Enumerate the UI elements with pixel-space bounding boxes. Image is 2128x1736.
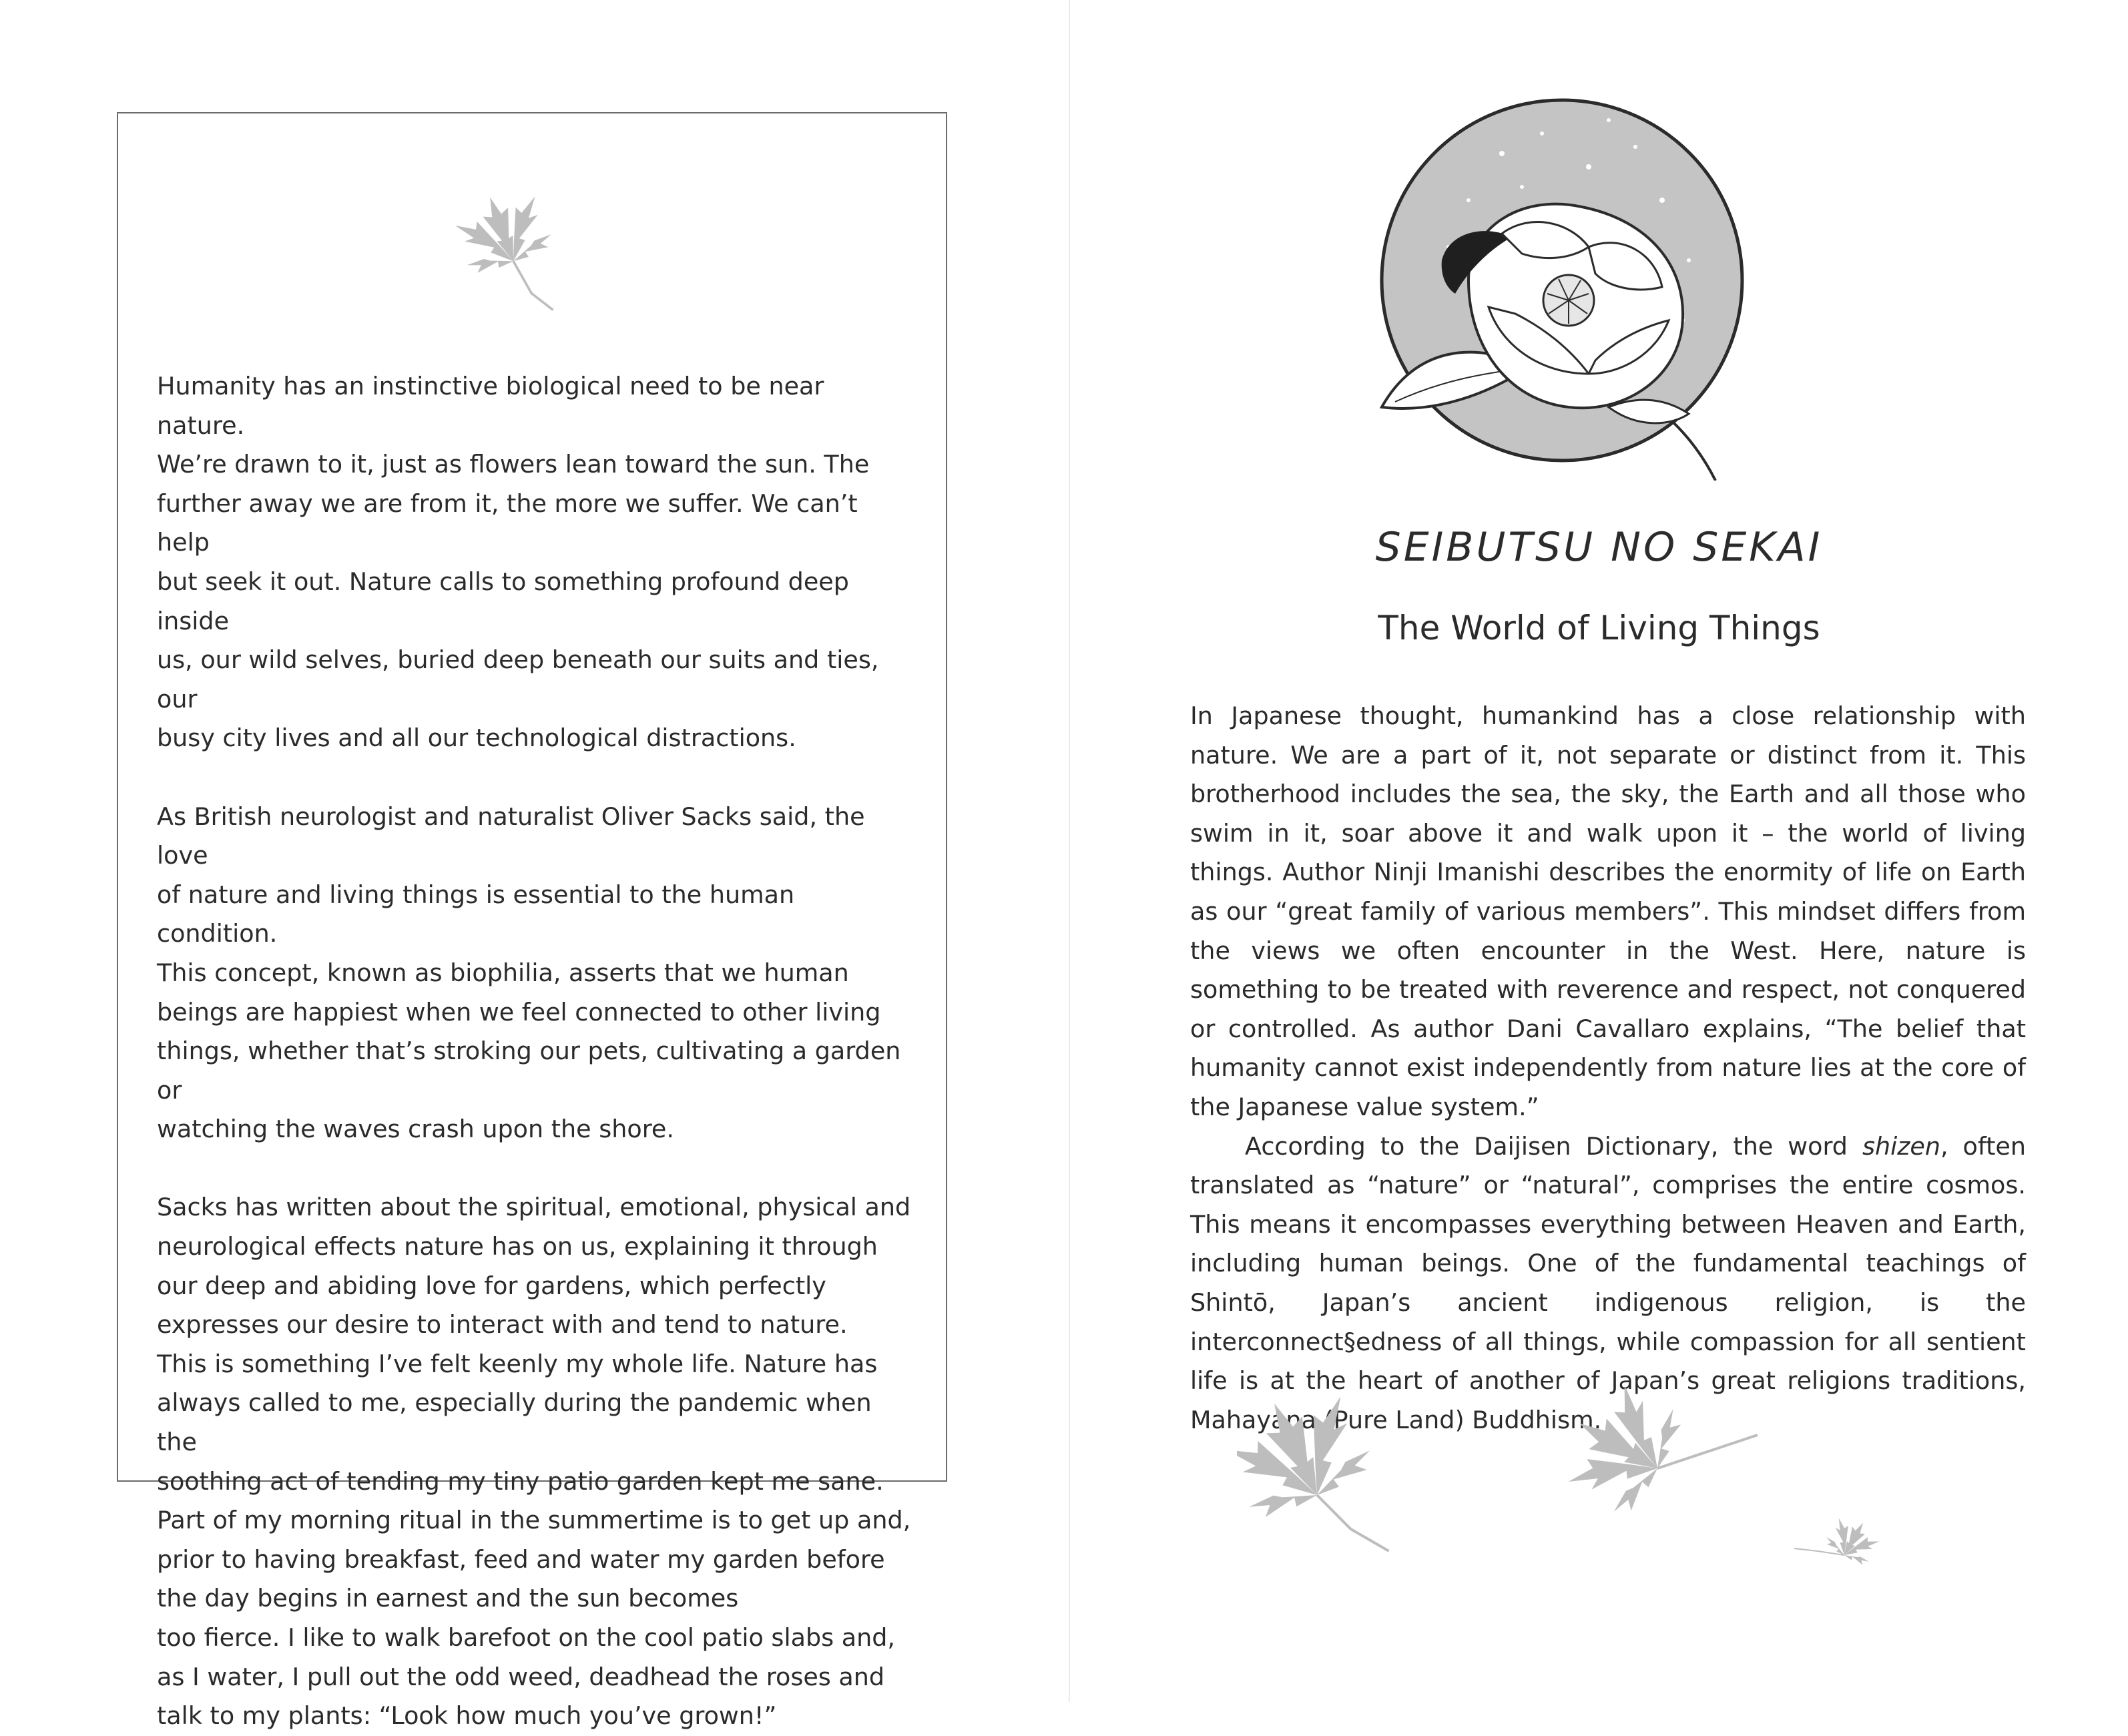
right-paragraph-2-end: , often translated as “nature” or “natural”, comprises the entire cosmos. This means it encompasses everything between Heaven and Earth, including human beings. One of the fundamental teachings of Shintō, Japan’s ancient indigenous religion, is the interconnect§edness of all things, while compassion for all sentient life is at the heart of another of Japan’s great religions traditions, Mahayana (Pure Land) Buddhism. [1190, 1131, 2026, 1434]
left-paragraph-3: Sacks has written about the spiritual, emotional, physical and neurological effects nature has on us, explaining it through our deep and abiding love for gardens, which perfectly expresses our desire to interact with and tend to nature. This is something I’ve felt keenly my whole life. Nature has always called to me, especially during the pandemic when the soothing act of tending my tiny patio garden kept me sane. Part of my morning ritual in the summertime is to get up and, prior to having breakfast, feed and water my garden before the day begins in earnest and the sun becomes too fierce. I like to walk barefoot on the cool patio slabs and, as I water, I pull out the odd weed, deadhead the roses and talk to my plants: “Look how much you’ve grown!” [157, 1193, 911, 1731]
maple-leaf-icon [447, 170, 580, 316]
left-paragraph-1: Humanity has an instinctive biological need to be near nature. We’re drawn to it, just as flowers lean toward the sun. The further away we are from it, the more we suffer. We can’t help but seek it out. Nature calls to something profound deep inside us, our wild selves, buried deep beneath our suits and ties, our busy city lives and all our technological distractions. [157, 372, 879, 753]
chapter-subtitle: The World of Living Things [1378, 609, 1820, 647]
right-paragraph-1: In Japanese thought, humankind has a close relationship with nature. We are a part of it, not separate or distinct from it. This brotherhood includes the sea, the sky, the Earth and all those who swim in it, soar above it and walk upon it – the world of living things. Author Ninji Imanishi describes the enormity of life on Earth as our “great family of various members”. This mindset differs from the views we often encounter in the West. Here, nature is something to be treated with reverence and respect, not conquered or controlled. As author Dani Cavallaro explains, “The belief that humanity cannot exist independently from nature lies at the core of the Japanese value system.” [1190, 701, 2026, 1121]
left-paragraph-2: As British neurologist and naturalist Oliver Sacks said, the love of nature and living things is essential to the human condition. This concept, known as biophilia, asserts that we human beings are happiest when we feel connected to other living things, whether that’s stroking our pets, cultivating a garden or watching the waves crash upon the shore. [157, 802, 901, 1144]
chapter-title: SEIBUTSU NO SEKAI [1375, 524, 1823, 571]
right-page [1070, 0, 2128, 1702]
camellia-flower-icon [1368, 93, 1756, 481]
shizen-term: shizen [1862, 1131, 1940, 1161]
maple-leaf-icon [1237, 1388, 1410, 1582]
boxed-text-panel [117, 112, 947, 1731]
maple-leaf-icon [1791, 1508, 1891, 1588]
maple-leaf-icon [1557, 1388, 1764, 1535]
right-paragraph-2-start: According to the Daijisen Dictionary, the word [1245, 1131, 1862, 1161]
left-body-text [157, 367, 918, 1736]
right-body-text [1190, 697, 2026, 1440]
